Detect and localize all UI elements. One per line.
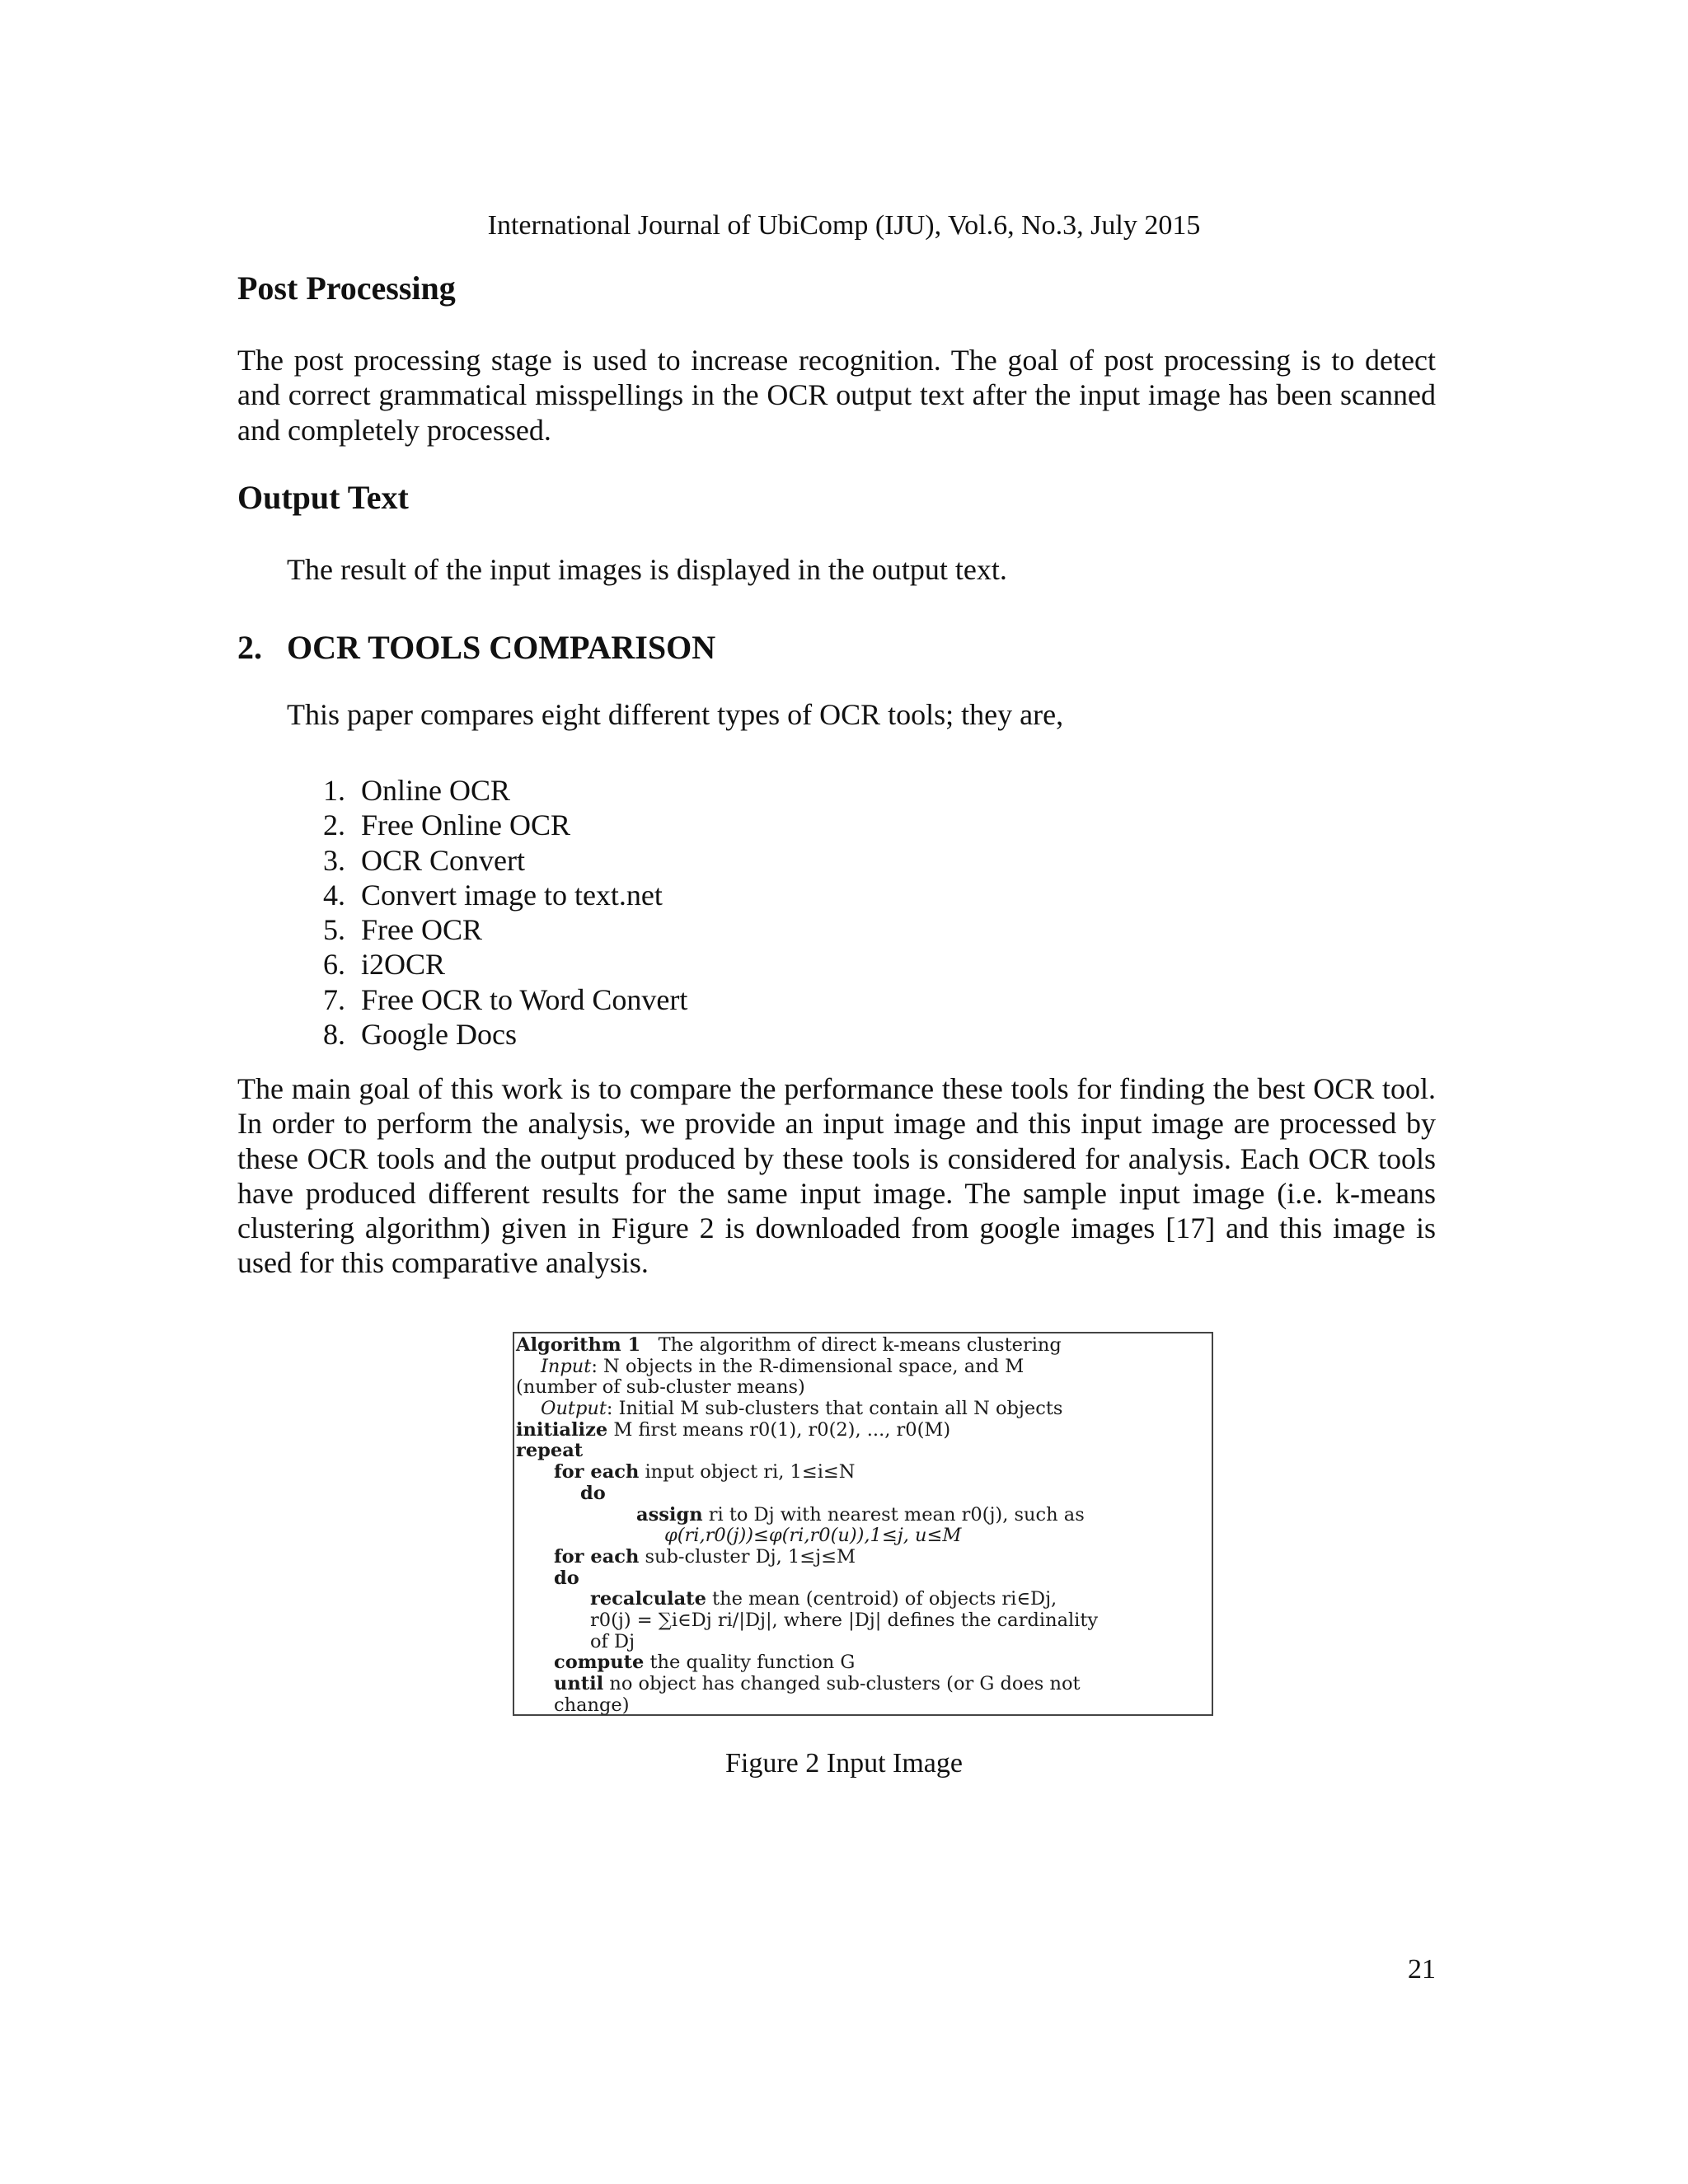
paragraph-main-goal: The main goal of this work is to compare the performance these tools for finding the best OCR tool. In order to perform the analysis, we provide an input image and this input image are processed by these OCR tools and the output produced by these tools is considered for analysis. Each OCR tools have produced different results for the same input image. The sample input image (i.e. k-means clustering algorithm) given in Figure 2 is downloaded from google images [17] and this image is used for this comparative analysis. [237, 1072, 1436, 1280]
section-number: 2. [237, 629, 262, 666]
section-title: OCR TOOLS COMPARISON [287, 629, 716, 666]
heading-output-text: Output Text [237, 479, 409, 516]
until-text: no object has changed sub-clusters (or G does not [603, 1673, 1081, 1694]
for-each-text: input object ri, 1≤i≤N [639, 1461, 856, 1483]
algorithm-title: The algorithm of direct k-means clustering [658, 1334, 1062, 1356]
algorithm-label: Algorithm 1 [516, 1334, 641, 1356]
for-each-keyword: for each [554, 1461, 640, 1483]
for-each-keyword: for each [554, 1545, 640, 1568]
do-keyword: do [580, 1482, 606, 1504]
recalculate-text: the mean (centroid) of objects ri∈Dj, [706, 1588, 1057, 1610]
paragraph-output-text: The result of the input images is displayed in the output text. [287, 553, 1007, 586]
section-heading-ocr-tools [237, 628, 715, 668]
do-keyword: do [554, 1567, 579, 1589]
paragraph-tools-intro: This paper compares eight different types of OCR tools; they are, [287, 698, 1064, 731]
page-number: 21 [1408, 1954, 1436, 1985]
list-item: 6. i2OCR [323, 948, 446, 982]
list-item: 1. Online OCR [323, 774, 511, 807]
output-text: : Initial M sub-clusters that contain all N objects [606, 1398, 1063, 1420]
repeat-keyword: repeat [516, 1440, 584, 1462]
recalculate-formula: r0(j) = ∑i∈Dj ri/|Dj|, where |Dj| defines the cardinality [590, 1609, 1099, 1631]
assign-condition: φ(ri,r0(j))≤φ(ri,r0(u)),1≤j, u≤M [664, 1525, 962, 1547]
input-continuation: (number of sub-cluster means) [516, 1376, 805, 1399]
heading-post-processing: Post Processing [237, 269, 456, 307]
paragraph-post-processing: The post processing stage is used to increase recognition. The goal of post processing is to detect and correct grammatical misspellings in the OCR output text after the input image has been scanned and completely processed. [237, 344, 1436, 447]
list-item: 3. OCR Convert [323, 843, 526, 877]
compute-keyword: compute [554, 1652, 645, 1674]
input-keyword: Input [541, 1355, 592, 1377]
list-item: 5. Free OCR [323, 913, 482, 947]
input-text: : N objects in the R-dimensional space, and M [591, 1355, 1025, 1377]
for-each-text: sub-cluster Dj, 1≤j≤M [639, 1545, 856, 1568]
list-item: 8. Google Docs [323, 1018, 517, 1052]
algorithm-figure-image [513, 1332, 1213, 1716]
list-item: 7. Free OCR to Word Convert [323, 982, 688, 1016]
initialize-text: M first means r0(1), r0(2), ..., r0(M) [607, 1418, 951, 1441]
initialize-keyword: initialize [516, 1418, 608, 1441]
figure-caption: Figure 2 Input Image [725, 1748, 963, 1779]
journal-header: International Journal of UbiComp (IJU), Vol.6, No.3, July 2015 [487, 210, 1201, 241]
list-item: 4. Convert image to text.net [323, 878, 663, 912]
ocr-tools-list [323, 773, 687, 1052]
list-item: 2. Free Online OCR [323, 808, 570, 842]
assign-keyword: assign [636, 1503, 703, 1526]
assign-text: ri to Dj with nearest mean r0(j), such as [702, 1503, 1085, 1526]
recalculate-of: of Dj [590, 1630, 635, 1652]
until-keyword: until [554, 1673, 604, 1694]
until-continuation: change) [554, 1694, 630, 1716]
compute-text: the quality function G [644, 1652, 856, 1674]
output-keyword: Output [541, 1398, 607, 1420]
recalculate-keyword: recalculate [590, 1588, 706, 1610]
